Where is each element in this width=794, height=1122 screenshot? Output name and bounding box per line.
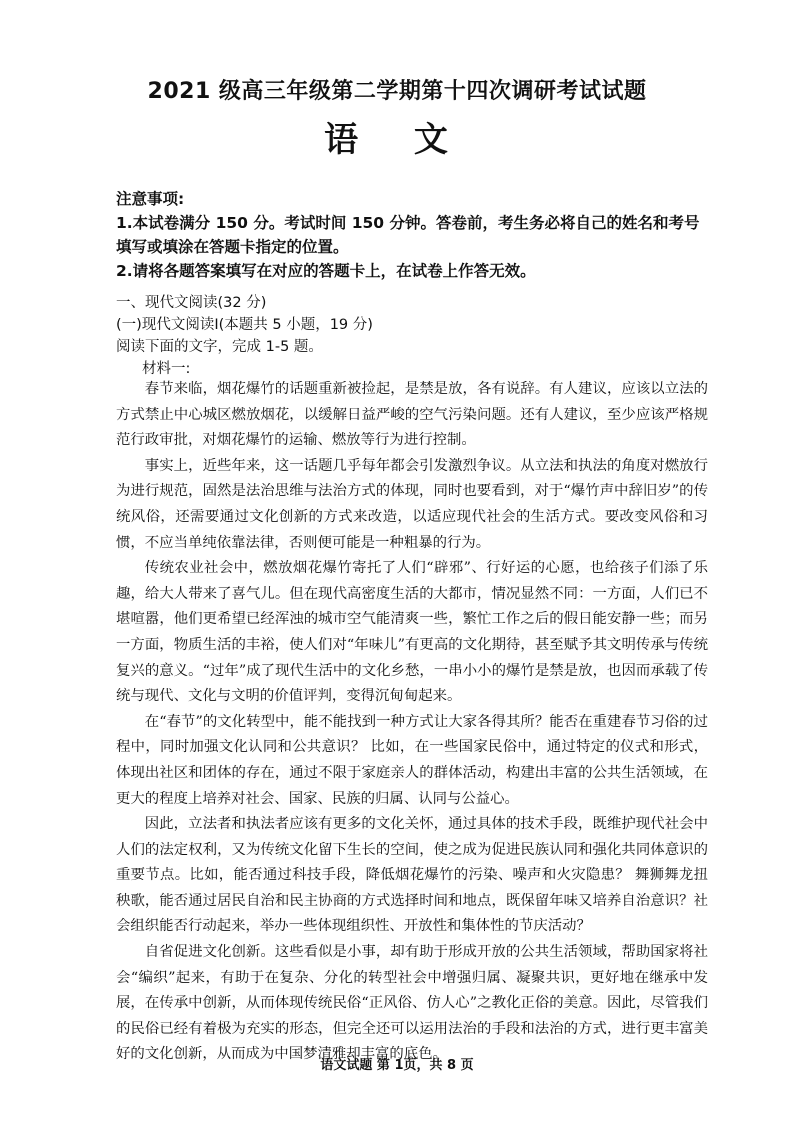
notes-item-2: 2.请将各题答案填写在对应的答题卡上，在试卷上作答无效。	[116, 262, 536, 280]
paragraph: 自省促进文化创新。这些看似是小事，却有助于形成开放的公共生活领域，帮助国家将社会“编织”起来，有助于在复杂、分化的转型社会中增强归属、凝聚共识，更好地在继承中发展，在传承中创新，从而体现传统民俗“正风俗、仿人心”之教化正俗的美意。因此，尽管我们的民俗已经有着极为充实的形态，但完全还可以运用法治的手段和法治的方式，进行更丰富美好的文化创新，从而成为中国梦清雅却丰富的底色。	[116, 944, 708, 1063]
paragraph: 春节来临，烟花爆竹的话题重新被捡起，是禁是放，各有说辞。有人建议，应该以立法的方式禁止中心城区燃放烟花，以缓解日益严峻的空气污染问题。还有人建议，至少应该严格规范行政审批，对烟花爆竹的运输、燃放等行为进行控制。	[116, 381, 708, 449]
material-body	[116, 377, 708, 1068]
subject-title: 语 文	[324, 120, 470, 160]
reading-section-header	[116, 292, 708, 380]
notes-item-1: 1.本试卷满分 150 分。考试时间 150 分钟。答卷前，考生务必将自己的姓名和考号填写或填涂在答题卡指定的位置。	[116, 214, 700, 256]
material-label: 材料一:	[142, 361, 191, 377]
sub-section-title: (一)现代文阅读Ⅰ(本题共 5 小题，19 分)	[116, 317, 373, 333]
paragraph: 事实上，近些年来，这一话题几乎每年都会引发激烈争议。从立法和执法的角度对燃放行为进行规范，固然是法治思维与法治方式的体现，同时也要看到，对于“爆竹声中辞旧岁”的传统风俗，还需要通过文化创新的方式来改造，以适应现代社会的生活方式。要改变风俗和习惯，不应当单纯依靠法律，否则便可能是一种粗暴的行为。	[116, 457, 708, 551]
paragraph: 在“春节”的文化转型中，能不能找到一种方式让大家各得其所？能否在重建春节习俗的过程中，同时加强文化认同和公共意识？ 比如，在一些国家民俗中，通过特定的仪式和形式，体现出社区和团体的存在，通过不限于家庭亲人的群体活动，构建出丰富的公共生活领域，在更大的程度上培养对社会、国家、民族的归属、认同与公益心。	[116, 713, 708, 807]
exam-title: 2021 级高三年级第二学期第十四次调研考试试题	[147, 79, 647, 104]
page-footer: 语文试题 第 1页，共 8 页	[320, 1058, 474, 1073]
exam-notes	[116, 187, 708, 283]
notes-heading: 注意事项:	[116, 190, 185, 208]
part-title: 一、现代文阅读(32 分)	[116, 295, 267, 311]
reading-instruction: 阅读下面的文字，完成 1-5 题。	[116, 339, 323, 355]
paragraph: 因此，立法者和执法者应该有更多的文化关怀，通过具体的技术手段，既维护现代社会中人们的法定权利，又为传统文化留下生长的空间，使之成为促进民族认同和强化共同体意识的重要节点。比如，能否通过科技手段，降低烟花爆竹的污染、噪声和火灾隐患？ 舞狮舞龙扭秧歌，能否通过居民自治和民主协商的方式选择时间和地点，既保留年味又培养自治意识？社会组织能否行动起来，举办一些体现组织性、开放性和集体性的节庆活动？	[116, 816, 708, 935]
paragraph: 传统农业社会中，燃放烟花爆竹寄托了人们“辟邪”、行好运的心愿，也给孩子们添了乐趣，给大人带来了喜气儿。但在现代高密度生活的大都市，情况显然不同：一方面，人们已不堪喧嚣，他们更希望已经浑浊的城市空气能清爽一些，繁忙工作之后的假日能安静一些；而另一方面，物质生活的丰裕，使人们对“年味儿”有更高的文化期待，甚至赋予其文明传承与传统复兴的意义。“过年”成了现代生活中的文化乡愁，一串小小的爆竹是禁是放，也因而承载了传统与现代、文化与文明的价值评判，变得沉甸甸起来。	[116, 560, 708, 705]
